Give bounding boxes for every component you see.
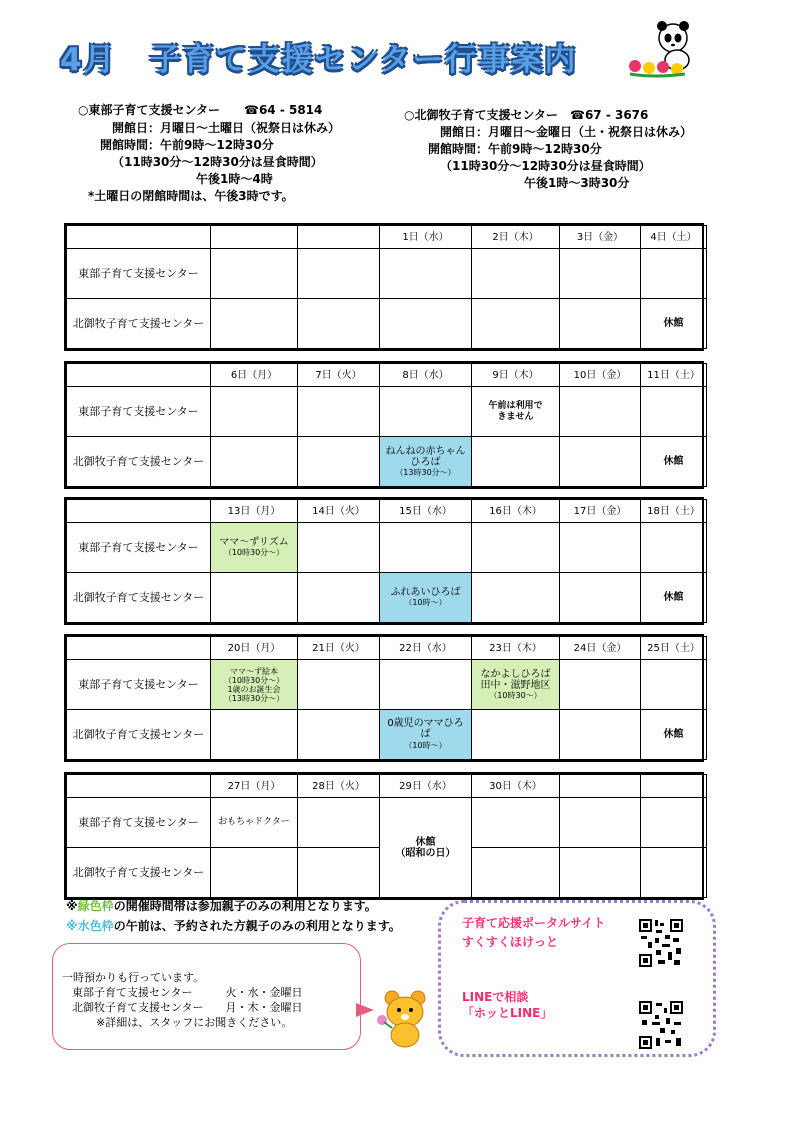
day-header: 18日（土）: [641, 500, 707, 523]
usage-notes: [66, 896, 401, 936]
portal-title: 子育て応援ポータルサイト: [462, 916, 606, 930]
event-time: （10時30分～）: [223, 675, 285, 685]
event-cell-blue: [380, 437, 472, 487]
event-time: （10時30～）: [489, 690, 542, 700]
day-header: 29日（水）: [380, 775, 472, 798]
day-header: 28日（火）: [298, 775, 380, 798]
north-afternoon-hours: 午後1時～3時30分: [524, 176, 630, 190]
bear-mascot-icon: [374, 988, 434, 1050]
north-center-phone: ○北御牧子育て支援センター ☎67 - 3676: [404, 108, 649, 122]
bubble-tail: [356, 1003, 374, 1017]
closed-label: 休館: [415, 836, 436, 848]
panda-mascot-icon: [625, 20, 701, 80]
day-header: 8日（水）: [380, 364, 472, 387]
childcare-line: 一時預かりも行っています。: [62, 971, 205, 984]
east-saturday-note: *土曜日の閉館時間は、午後3時です。: [88, 189, 294, 203]
row-label-north: 北御牧子育て支援センター: [67, 299, 211, 349]
day-header: 3日（金）: [560, 226, 641, 249]
event-cell-green: [211, 660, 298, 710]
day-header: [211, 226, 298, 249]
north-lunch-time: （11時30分～12時30分は昼食時間）: [440, 159, 651, 173]
holiday-name: （昭和の日）: [395, 847, 456, 859]
row-label-north: 北御牧子育て支援センター: [67, 848, 211, 898]
row-label-north: 北御牧子育て支援センター: [67, 710, 211, 760]
event-time: （13時30分～）: [395, 467, 456, 477]
closed-cell: 休館: [641, 573, 707, 623]
day-header: 24日（金）: [560, 637, 641, 660]
day-header: 15日（水）: [380, 500, 472, 523]
header-blank: [67, 226, 211, 249]
east-lunch-time: （11時30分～12時30分は昼食時間）: [112, 155, 323, 169]
day-header: 14日（火）: [298, 500, 380, 523]
week-1-table: [64, 223, 704, 351]
event-cell-green: [211, 523, 298, 573]
event-time: （10時～）: [404, 741, 447, 750]
event-title: 0歳児のママひろば: [387, 718, 464, 740]
event-cell-blue: [380, 573, 472, 623]
day-header: 17日（金）: [560, 500, 641, 523]
week-2-table: [64, 361, 704, 489]
row-label-east: 東部子育て支援センター: [67, 798, 211, 848]
event-title: ふれあいひろば: [390, 587, 461, 598]
line-title: LINEで相談: [462, 990, 529, 1004]
day-header: 20日（月）: [211, 637, 298, 660]
event-title: ねんねの赤ちゃんひろば: [385, 445, 466, 468]
day-header: 25日（土）: [641, 637, 707, 660]
day-header: 7日（火）: [298, 364, 380, 387]
line-qr-code-icon[interactable]: [638, 1000, 684, 1050]
portal-name: すくすくほけっと: [462, 935, 559, 949]
east-open-days: 開館日：月曜日～土曜日（祝祭日は休み）: [112, 121, 341, 135]
event-title: 1歳のお誕生会: [227, 684, 281, 694]
line-name: 「ホッとLINE」: [462, 1006, 553, 1020]
closed-cell: 休館: [641, 710, 707, 760]
note-green: ※緑色枠の開催時間帯は参加親子のみの利用となります。: [66, 899, 377, 913]
east-afternoon-hours: 午後1時～4時: [196, 172, 273, 186]
childcare-info: [62, 970, 303, 1030]
event-title: ママ～ず絵本: [230, 666, 278, 676]
row-label-east: 東部子育て支援センター: [67, 387, 211, 437]
row-label-east: 東部子育て支援センター: [67, 523, 211, 573]
event-title: なかよしひろば: [480, 668, 551, 680]
row-label-east: 東部子育て支援センター: [67, 249, 211, 299]
row-label-north: 北御牧子育て支援センター: [67, 437, 211, 487]
day-header: 4日（土）: [641, 226, 707, 249]
day-header: 23日（木）: [472, 637, 560, 660]
page-title: 4月 子育て支援センター行事案内: [60, 42, 578, 78]
day-header: 6日（月）: [211, 364, 298, 387]
childcare-line: ※詳細は、スタッフにお聞きください。: [96, 1016, 293, 1029]
event-note: おもちゃドクター: [211, 798, 298, 848]
day-header: [298, 226, 380, 249]
closed-cell: 休館: [641, 437, 707, 487]
row-label-north: 北御牧子育て支援センター: [67, 573, 211, 623]
day-header: 11日（土）: [641, 364, 707, 387]
childcare-line: 北御牧子育て支援センター 月・木・金曜日: [72, 1001, 303, 1014]
row-label-east: 東部子育て支援センター: [67, 660, 211, 710]
closed-cell: 休館: [641, 299, 707, 349]
day-header: 16日（木）: [472, 500, 560, 523]
event-cell-blue: [380, 710, 472, 760]
holiday-closed-cell: [380, 798, 472, 898]
east-center-phone: ○東部子育て支援センター ☎64 - 5814: [78, 103, 323, 117]
day-header: 22日（水）: [380, 637, 472, 660]
day-header: [641, 775, 707, 798]
day-header: 2日（木）: [472, 226, 560, 249]
event-time: （10時30分～）: [223, 548, 285, 557]
portal-qr-code-icon[interactable]: [638, 918, 684, 968]
north-open-days: 開館日：月曜日～金曜日（土・祝祭日は休み）: [440, 125, 693, 139]
day-header: 10日（金）: [560, 364, 641, 387]
event-time: （13時30分～）: [223, 693, 285, 703]
week-4-table: [64, 634, 704, 762]
event-note: 午前は利用できません: [488, 400, 543, 422]
day-header: 1日（水）: [380, 226, 472, 249]
day-header: 9日（木）: [472, 364, 560, 387]
day-header: 13日（月）: [211, 500, 298, 523]
event-cell-green: [472, 660, 560, 710]
childcare-line: 東部子育て支援センター 火・水・金曜日: [72, 986, 303, 999]
day-header: 21日（火）: [298, 637, 380, 660]
week-3-table: [64, 497, 704, 625]
event-title: ママ～ずリズム: [219, 537, 289, 548]
day-header: 30日（木）: [472, 775, 560, 798]
day-header: [560, 775, 641, 798]
event-subtitle: 田中・滋野地区: [480, 679, 551, 691]
east-open-hours: 開館時間：午前9時～12時30分: [100, 138, 274, 152]
week-5-table: [64, 772, 704, 900]
event-time: （10時～）: [404, 598, 447, 607]
day-header: 27日（月）: [211, 775, 298, 798]
note-blue: ※水色枠の午前は、予約された方親子のみの利用となります。: [66, 919, 401, 933]
north-open-hours: 開館時間：午前9時～12時30分: [428, 142, 602, 156]
